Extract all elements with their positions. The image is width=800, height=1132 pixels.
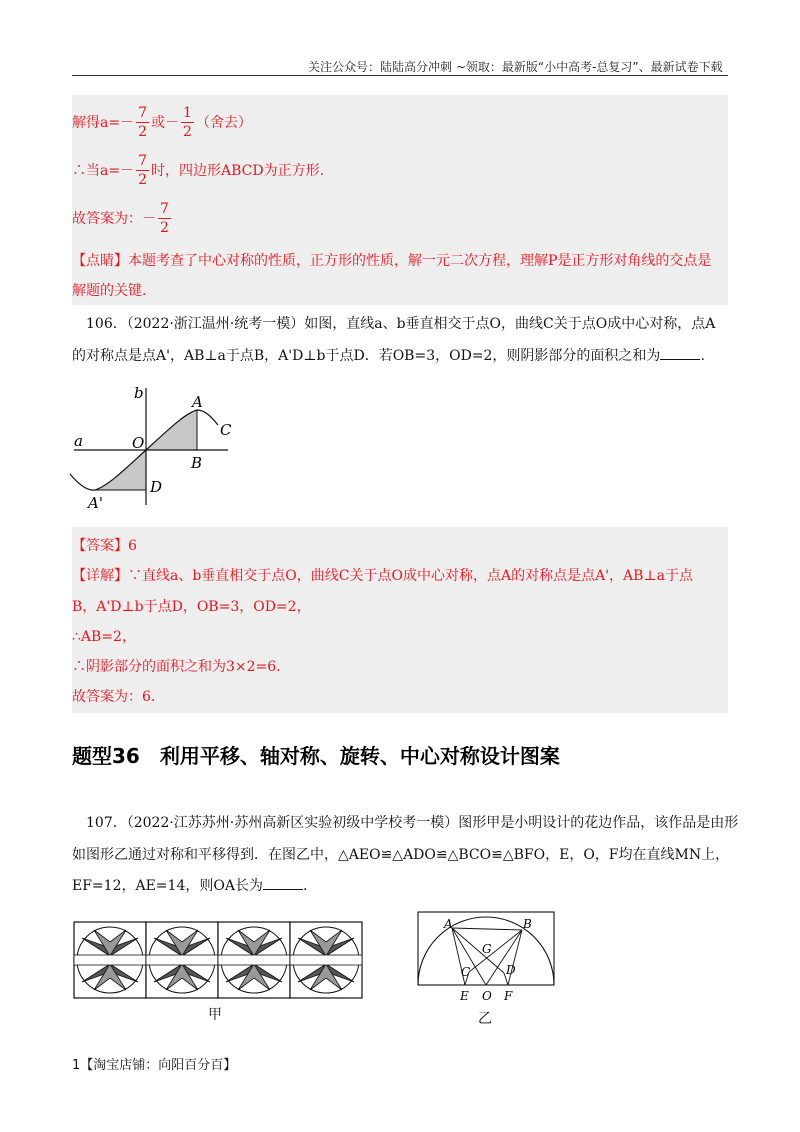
label-point-b: B [191,454,203,472]
q107-line-1: 107．（2022·江苏苏州·苏州高新区实验初级中学校考一模）图形甲是小明设计的花边作品，该作品是由形 [86,815,739,831]
solution-line-1-prefix: 解得a=－ [72,115,135,131]
solution-note-line-1: 【点睛】本题考查了中心对称的性质，正方形的性质，解一元二次方程，理解P是正方形对角线的交点是 [72,253,712,269]
label-point-d: D [150,478,163,496]
q106-line-2 [72,345,705,365]
q107-line-2: 如图形乙通过对称和平移得到．在图乙中，△AEO≌△ADO≌△BCO≌△BFO，E，O，F均在直线MN上， [72,847,730,863]
yi-label-f: F [504,989,513,1003]
yi-label-d: D [506,963,516,977]
figure-jia-caption: 甲 [208,1007,222,1023]
q106-line-1: 106．（2022·浙江温州·统考一模）如图，直线a、b垂直相交于点O，曲线C关于点O成中心对称，点A [86,316,716,332]
yi-label-b: B [523,917,532,931]
fraction [136,104,149,141]
answer-blank [263,875,303,890]
solution-line-2-suffix: 时，四边形ABCD为正方形. [151,163,325,179]
fraction-den: 2 [183,123,192,140]
q106-figure [66,380,246,510]
yi-label-e: E [460,989,469,1003]
label-o: O [132,434,145,452]
fraction-num: 7 [160,200,169,217]
shaded-region-upper [146,410,197,450]
q107-line-3-end: . [302,878,308,894]
detail-106-line-4: ∴阴影部分的面积之和为3×2=6. [72,659,281,675]
detail-106-line-2: B，A'D⊥b于点D，OB=3，OD=2， [72,599,311,615]
q106-line-2-end: . [700,348,705,364]
fraction-num: 7 [138,104,147,121]
solution-line-1-suffix: （舍去） [195,115,252,131]
section-heading: 题型36 利用平移、轴对称、旋转、中心对称设计图案 [72,744,560,768]
fraction [158,200,171,237]
jia-tile-4 [290,922,362,998]
detail-106-line-1: 【详解】∵直线a、b垂直相交于点O，曲线C关于点O成中心对称，点A的对称点是点A'，AB⊥a于点 [72,568,693,584]
detail-106-line-3: ∴AB=2， [72,629,136,645]
yi-label-g: G [482,942,492,956]
fraction-num: 7 [138,152,147,169]
page-footer: 1【淘宝店铺：向阳百分百】 [72,1058,237,1073]
q107-line-3 [72,875,307,895]
answer-blank [660,345,700,360]
figure-yi [412,910,560,1005]
q106-line-2-text: 的对称点是点A'，AB⊥a于点B，A'D⊥b于点D．若OB=3，OD=2，则阴影部分的面积之和为 [72,348,661,364]
label-b: b [134,384,144,402]
solution-line-3-prefix: 故答案为：－ [72,211,156,227]
solution-line-2-prefix: ∴当a=－ [72,163,135,179]
figure-jia [72,920,364,1000]
solution-line-1 [72,102,252,142]
jia-tile-1 [74,922,146,998]
yi-label-a: A [444,917,453,931]
fraction-den: 2 [160,219,169,236]
label-a: a [74,432,83,450]
label-a-prime: A' [88,494,103,510]
yi-label-o: O [482,989,492,1003]
yi-segment-ab [452,928,522,930]
yi-label-c: C [461,965,471,979]
solution-line-3 [72,198,173,238]
label-point-a: A [192,393,203,411]
jia-tile-2 [146,922,218,998]
jia-tile-3 [218,922,290,998]
solution-note-line-2: 解题的关键. [72,283,147,299]
answer-block-shade [72,527,728,713]
yi-segment-bo [486,930,522,985]
detail-106-line-5: 故答案为：6. [72,689,156,705]
fraction [136,152,149,189]
label-c: C [220,421,232,439]
q107-line-3-text: EF=12，AE=14，则OA长为 [72,878,263,894]
header-rule [72,75,728,76]
figure-yi-caption: 乙 [478,1011,492,1027]
fraction-den: 2 [138,171,147,188]
page-header-text: 关注公众号：陆陆高分冲刺 ~领取：最新版“小中高考-总复习”、最新试卷下载 [308,60,723,74]
solution-line-2 [72,150,324,190]
fraction-num: 1 [183,104,192,121]
fraction-den: 2 [138,123,147,140]
shaded-region-lower [95,450,146,490]
answer-106: 【答案】6 [72,538,137,554]
solution-line-1-mid: 或－ [151,115,179,131]
fraction [181,104,194,141]
